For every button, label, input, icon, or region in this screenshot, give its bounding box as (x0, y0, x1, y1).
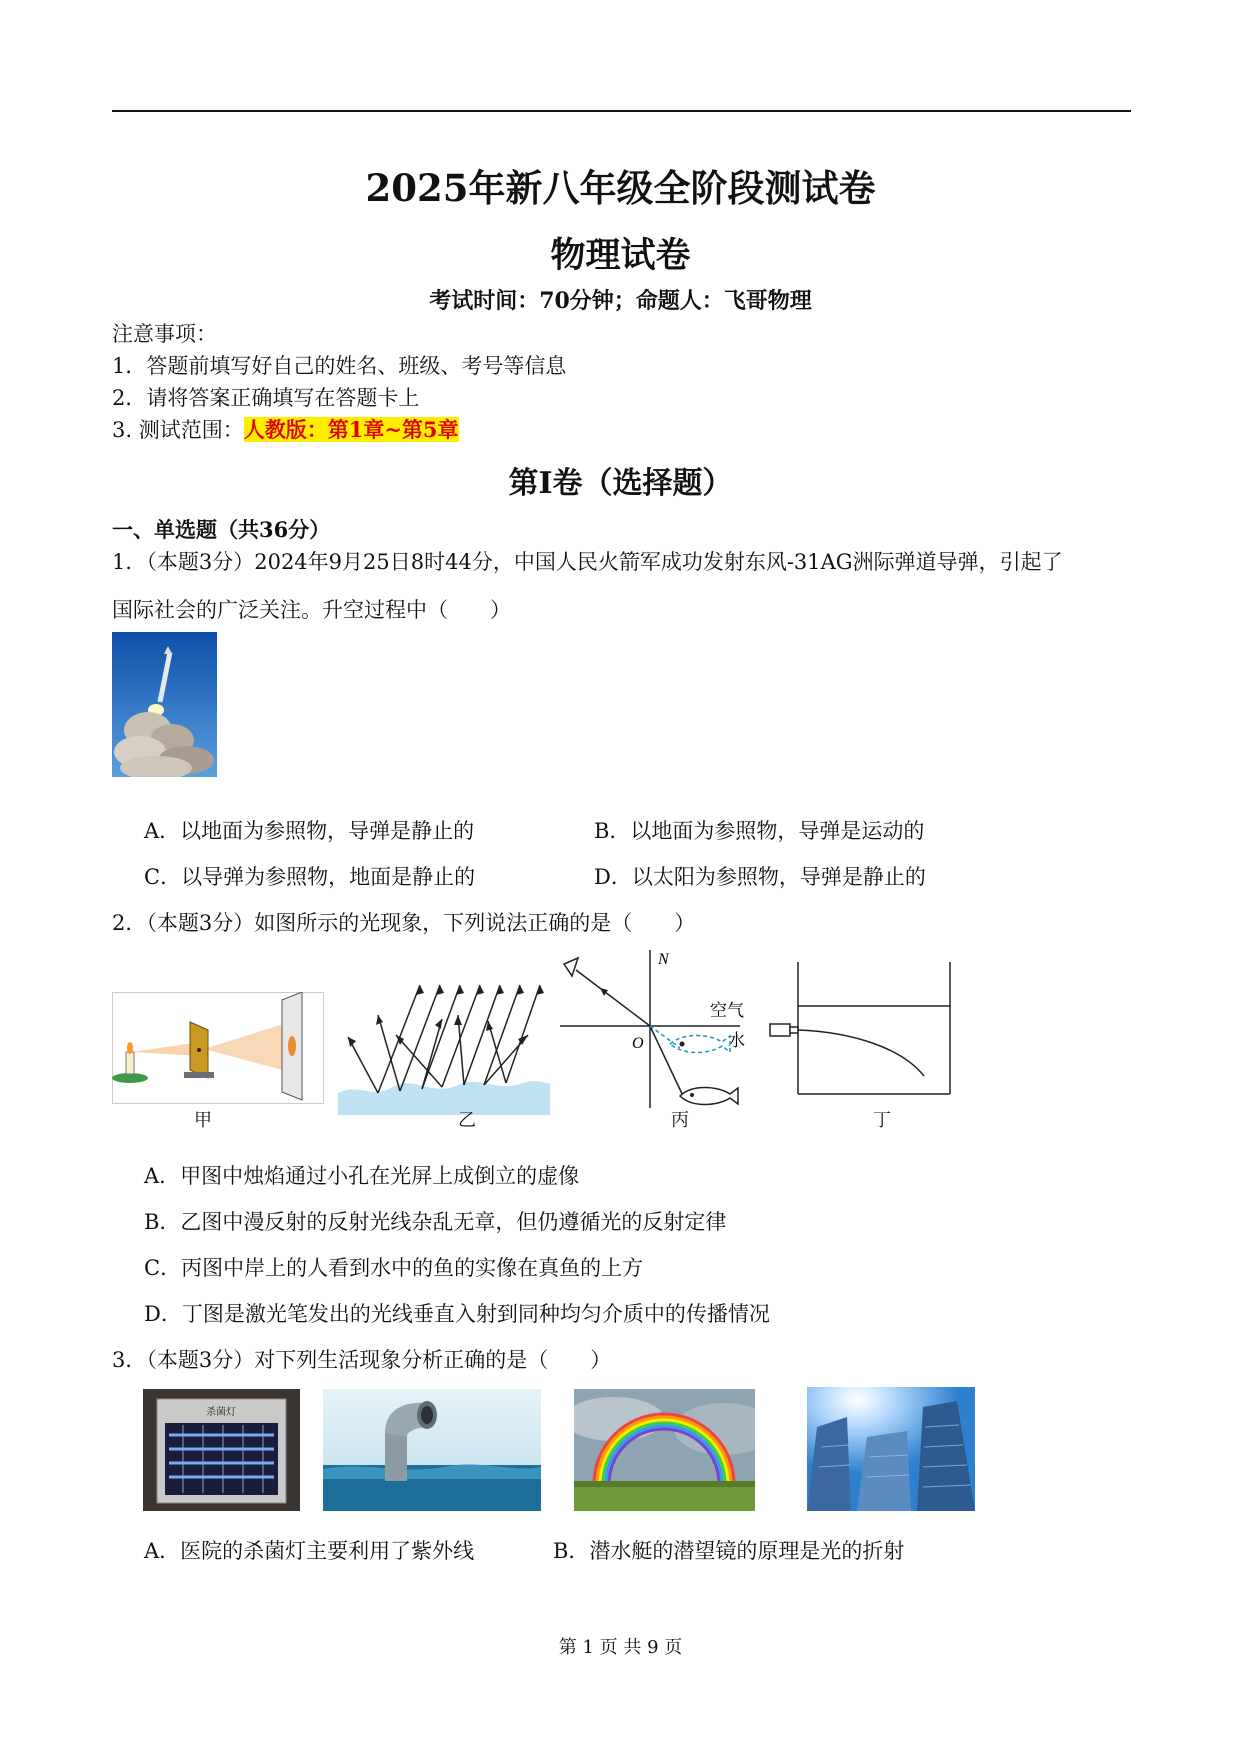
q3-option-a: A．医院的杀菌灯主要利用了紫外线 (144, 1539, 475, 1563)
q1-option-c: C．以导弹为参照物，地面是静止的 (144, 865, 476, 889)
normal-label: N (658, 951, 669, 968)
figure-label-jia: 甲 (194, 1110, 212, 1131)
origin-label: O (632, 1035, 644, 1052)
missile-launch-photo (112, 632, 217, 777)
notes-heading: 注意事项： (112, 322, 217, 346)
q2-stem: 2．（本题3分）如图所示的光现象，下列说法正确的是（ ） (112, 911, 696, 935)
exam-title: 2025年新八年级全阶段测试卷 (365, 166, 876, 210)
q2-option-a: A．甲图中烛焰通过小孔在光屏上成倒立的虚像 (144, 1164, 580, 1188)
scope-highlight: 人教版：第1章~第5章 (243, 417, 459, 442)
figure-label-yi: 乙 (458, 1110, 476, 1131)
section-title: 第Ⅰ卷（选择题） (508, 466, 733, 501)
q3-option-b: B．潜水艇的潜望镜的原理是光的折射 (553, 1539, 905, 1563)
scope-prefix: 3. 测试范围： (112, 418, 244, 442)
exam-meta: 考试时间：70分钟；命题人：飞哥物理 (429, 288, 812, 314)
q3-stem: 3．（本题3分）对下列生活现象分析正确的是（ ） (112, 1348, 612, 1372)
top-rule (112, 110, 1131, 112)
q1-option-a: A．以地面为参照物，导弹是静止的 (144, 819, 475, 843)
exam-subtitle: 物理试卷 (550, 235, 691, 276)
figure-label-ding: 丁 (873, 1110, 891, 1131)
q2-option-c: C．丙图中岸上的人看到水中的鱼的实像在真鱼的上方 (144, 1256, 644, 1280)
page-footer: 第 1 页 共 9 页 (558, 1637, 683, 1658)
notes-item-1: 1．答题前填写好自己的姓名、班级、考号等信息 (112, 354, 567, 378)
diffuse-reflection-figure (338, 975, 550, 1115)
periscope-photo (323, 1389, 541, 1511)
q2-option-b: B．乙图中漫反射的反射光线杂乱无章，但仍遵循光的反射定律 (144, 1210, 727, 1234)
rainbow-photo (574, 1389, 755, 1511)
uv-lamp-photo (143, 1389, 300, 1511)
q1-option-d: D．以太阳为参照物，导弹是静止的 (594, 865, 926, 889)
lamp-label: 杀菌灯 (206, 1407, 236, 1418)
notes-item-3 (112, 414, 459, 444)
q1-option-b: B．以地面为参照物，导弹是运动的 (594, 819, 925, 843)
air-label: 空气 (710, 1001, 744, 1021)
figure-label-bing: 丙 (671, 1110, 689, 1131)
pinhole-camera-figure (112, 992, 324, 1104)
part-title: 一、单选题（共36分） (112, 517, 331, 542)
water-label: 水 (728, 1031, 745, 1051)
notes-item-2: 2．请将答案正确填写在答题卡上 (112, 386, 420, 410)
q1-stem-line2: 国际社会的广泛关注。升空过程中（ ） (112, 598, 511, 622)
q2-option-d: D．丁图是激光笔发出的光线垂直入射到同种均匀介质中的传播情况 (144, 1302, 770, 1326)
q1-stem-line1: 1．（本题3分）2024年9月25日8时44分，中国人民火箭军成功发射东风-31AG洲际弹道导弹，引起了 (112, 550, 1063, 574)
laser-tank-figure (762, 960, 958, 1096)
refraction-fish-figure (560, 948, 750, 1110)
glass-buildings-photo (807, 1387, 975, 1511)
